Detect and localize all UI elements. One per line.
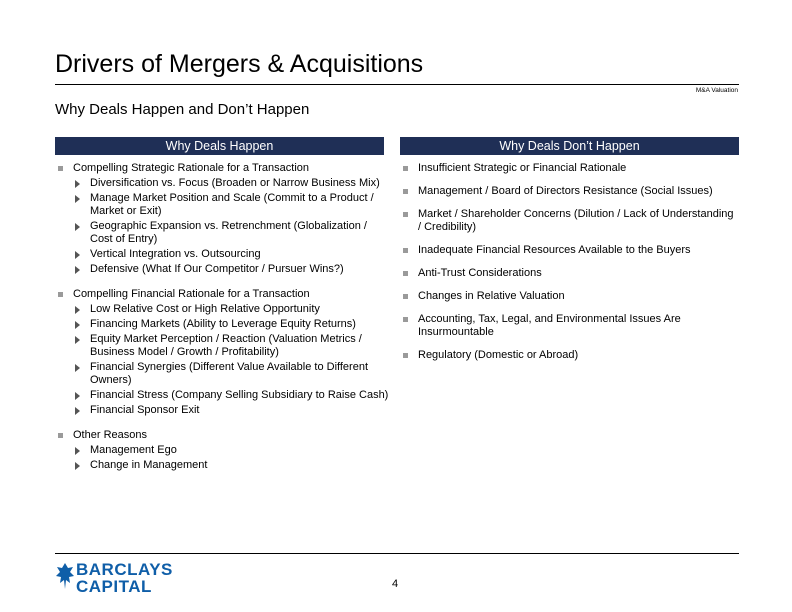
square-bullet-icon (58, 166, 63, 171)
square-bullet-icon (58, 292, 63, 297)
list-item: Financial Synergies (Different Value Available to Different Owners) (73, 361, 390, 387)
list-item: Financial Sponsor Exit (73, 404, 390, 417)
square-bullet-icon (403, 317, 408, 322)
section-tag: M&A Valuation (695, 87, 738, 94)
page-subtitle: Why Deals Happen and Don’t Happen (55, 101, 310, 118)
square-bullet-icon (403, 212, 408, 217)
group-label: Other Reasons (73, 429, 147, 441)
triangle-bullet-icon (75, 306, 80, 314)
list-item: Diversification vs. Focus (Broaden or Narrow Business Mix) (73, 177, 390, 190)
strategic-rationale-group (55, 162, 390, 276)
list-item: Changes in Relative Valuation (400, 290, 739, 303)
barclays-eagle-icon (55, 561, 75, 597)
list-item: Change in Management (73, 459, 390, 472)
square-bullet-icon (403, 353, 408, 358)
square-bullet-icon (403, 271, 408, 276)
header-why-deals-happen: Why Deals Happen (55, 137, 384, 155)
triangle-bullet-icon (75, 251, 80, 259)
page-title: Drivers of Mergers & Acquisitions (55, 50, 424, 78)
list-item: Anti-Trust Considerations (400, 267, 739, 280)
financial-rationale-group (55, 288, 390, 417)
list-item: Inadequate Financial Resources Available to the Buyers (400, 244, 739, 257)
triangle-bullet-icon (75, 336, 80, 344)
triangle-bullet-icon (75, 321, 80, 329)
triangle-bullet-icon (75, 223, 80, 231)
why-deals-happen-column (55, 162, 390, 472)
list-item: Management / Board of Directors Resistance (Social Issues) (400, 185, 739, 198)
list-item: Insufficient Strategic or Financial Rationale (400, 162, 739, 175)
list-item: Defensive (What If Our Competitor / Pursuer Wins?) (73, 263, 390, 276)
page-number: 4 (392, 578, 399, 590)
list-item: Low Relative Cost or High Relative Opportunity (73, 303, 390, 316)
square-bullet-icon (403, 166, 408, 171)
square-bullet-icon (403, 248, 408, 253)
triangle-bullet-icon (75, 392, 80, 400)
list-item: Equity Market Perception / Reaction (Valuation Metrics / Business Model / Growth / Profitability) (73, 333, 390, 359)
triangle-bullet-icon (75, 447, 80, 455)
why-deals-dont-happen-column (400, 162, 739, 372)
list-item: Manage Market Position and Scale (Commit to a Product / Market or Exit) (73, 192, 390, 218)
triangle-bullet-icon (75, 407, 80, 415)
barclays-capital-logo: BARCLAYS CAPITAL (76, 560, 173, 596)
triangle-bullet-icon (75, 195, 80, 203)
list-item: Financial Stress (Company Selling Subsidiary to Raise Cash) (73, 389, 390, 402)
list-item: Vertical Integration vs. Outsourcing (73, 248, 390, 261)
list-item: Financing Markets (Ability to Leverage Equity Returns) (73, 318, 390, 331)
square-bullet-icon (403, 189, 408, 194)
triangle-bullet-icon (75, 462, 80, 470)
triangle-bullet-icon (75, 266, 80, 274)
square-bullet-icon (403, 294, 408, 299)
other-reasons-group (55, 429, 390, 472)
list-item: Management Ego (73, 444, 390, 457)
list-item: Accounting, Tax, Legal, and Environmental Issues Are Insurmountable (400, 313, 739, 339)
list-item: Geographic Expansion vs. Retrenchment (Globalization / Cost of Entry) (73, 220, 390, 246)
list-item: Market / Shareholder Concerns (Dilution / Lack of Understanding / Credibility) (400, 208, 739, 234)
triangle-bullet-icon (75, 364, 80, 372)
group-label: Compelling Financial Rationale for a Transaction (73, 288, 310, 300)
title-divider (55, 84, 739, 85)
header-why-deals-dont-happen: Why Deals Don’t Happen (400, 137, 739, 155)
square-bullet-icon (58, 433, 63, 438)
triangle-bullet-icon (75, 180, 80, 188)
list-item: Regulatory (Domestic or Abroad) (400, 349, 739, 362)
group-label: Compelling Strategic Rationale for a Transaction (73, 162, 310, 174)
footer-divider (55, 553, 739, 554)
